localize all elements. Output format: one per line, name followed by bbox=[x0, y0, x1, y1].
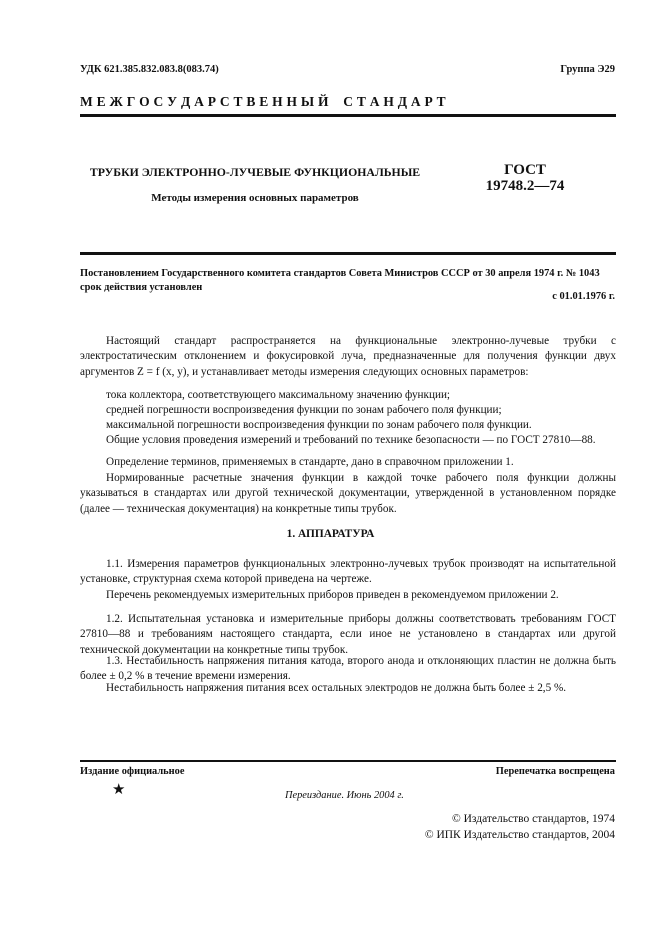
list-item: средней погрешности воспроизведения функции по зонам рабочего поля функции; bbox=[106, 404, 502, 416]
gost-number: 19748.2—74 bbox=[485, 178, 565, 194]
safety-paragraph: Общие условия проведения измерений и требований по технике безопасности — по ГОСТ 27810—88. bbox=[106, 434, 596, 446]
section-heading: 1. АППАРАТУРА bbox=[286, 528, 375, 540]
effective-date: с 01.01.1976 г. bbox=[552, 291, 615, 302]
copyright-2004: © ИПК Издательство стандартов, 2004 bbox=[424, 829, 615, 841]
title-rule bbox=[80, 252, 616, 255]
list-item: тока коллектора, соответствующего максимальному значению функции; bbox=[106, 389, 451, 401]
reissue-note: Переиздание. Июнь 2004 г. bbox=[285, 790, 404, 801]
document-subtitle: Методы измерения основных параметров bbox=[151, 192, 359, 204]
udk-code: УДК 621.385.832.083.8(083.74) bbox=[80, 64, 219, 75]
copyright-1974: © Издательство стандартов, 1974 bbox=[451, 813, 615, 825]
document-title: ТРУБКИ ЭЛЕКТРОННО-ЛУЧЕВЫЕ ФУНКЦИОНАЛЬНЫЕ bbox=[89, 165, 421, 179]
reprint-banned: Перепечатка воспрещена bbox=[495, 766, 615, 777]
group-code: Группа Э29 bbox=[560, 64, 615, 75]
clause-1-3-note: Нестабильность напряжения питания всех остальных электродов не должна быть более ± 2,5 %. bbox=[106, 682, 567, 694]
decree-text: Постановлением Государственного комитета стандартов Совета Министров СССР от 30 апреля 1974 г. № 1043 срок действия установлен bbox=[80, 268, 600, 293]
standard-type: М Е Ж Г О С У Д А Р С Т В Е Н Н Ы Й С Т А Н Д А Р Т bbox=[80, 94, 446, 109]
intro-paragraph: Настоящий стандарт распространяется на функциональные электронно-лучевые трубки с электростатическим отклонением и фокусировкой луча, предназначенные для получения функции двух аргументов Z = f (x, y), и устанавливает методы измерения следующих основных параметров: bbox=[80, 335, 616, 378]
star-icon: ★ bbox=[112, 782, 126, 798]
gost-label: ГОСТ bbox=[504, 162, 546, 178]
clause-1-2: 1.2. Испытательная установка и измерительные приборы должны соответствовать требованиям ГОСТ 27810—88 и требованиям настоящего стандарта, если иное не установлено в стандартах или другой технической документации на конкретные типы трубок. bbox=[80, 613, 616, 656]
terms-paragraph: Определение терминов, применяемых в стандарте, дано в справочном приложении 1. bbox=[106, 456, 514, 468]
header-rule bbox=[80, 114, 616, 117]
official-edition: Издание официальное bbox=[80, 766, 185, 777]
clause-1-3: 1.3. Нестабильность напряжения питания катода, второго анода и отклоняющих пластин не должна быть более ± 0,2 % в течение времени измерения. bbox=[80, 655, 616, 683]
clause-1-1: 1.1. Измерения параметров функциональных электронно-лучевых трубок производят на испытательной установке, структурная схема которой приведена на чертеже. bbox=[80, 558, 616, 586]
list-item: максимальной погрешности воспроизведения функции по зонам рабочего поля функции. bbox=[106, 419, 532, 431]
normative-paragraph: Нормированные расчетные значения функции в каждой точке рабочего поля функции должны указываться в стандартах или другой технической документации, утвержденной в установленном порядке (далее — техническая документация) на конкретные типы трубок. bbox=[80, 472, 616, 515]
footer-rule bbox=[80, 760, 616, 762]
clause-1-1-note: Перечень рекомендуемых измерительных приборов приведен в рекомендуемом приложении 2. bbox=[106, 589, 559, 601]
